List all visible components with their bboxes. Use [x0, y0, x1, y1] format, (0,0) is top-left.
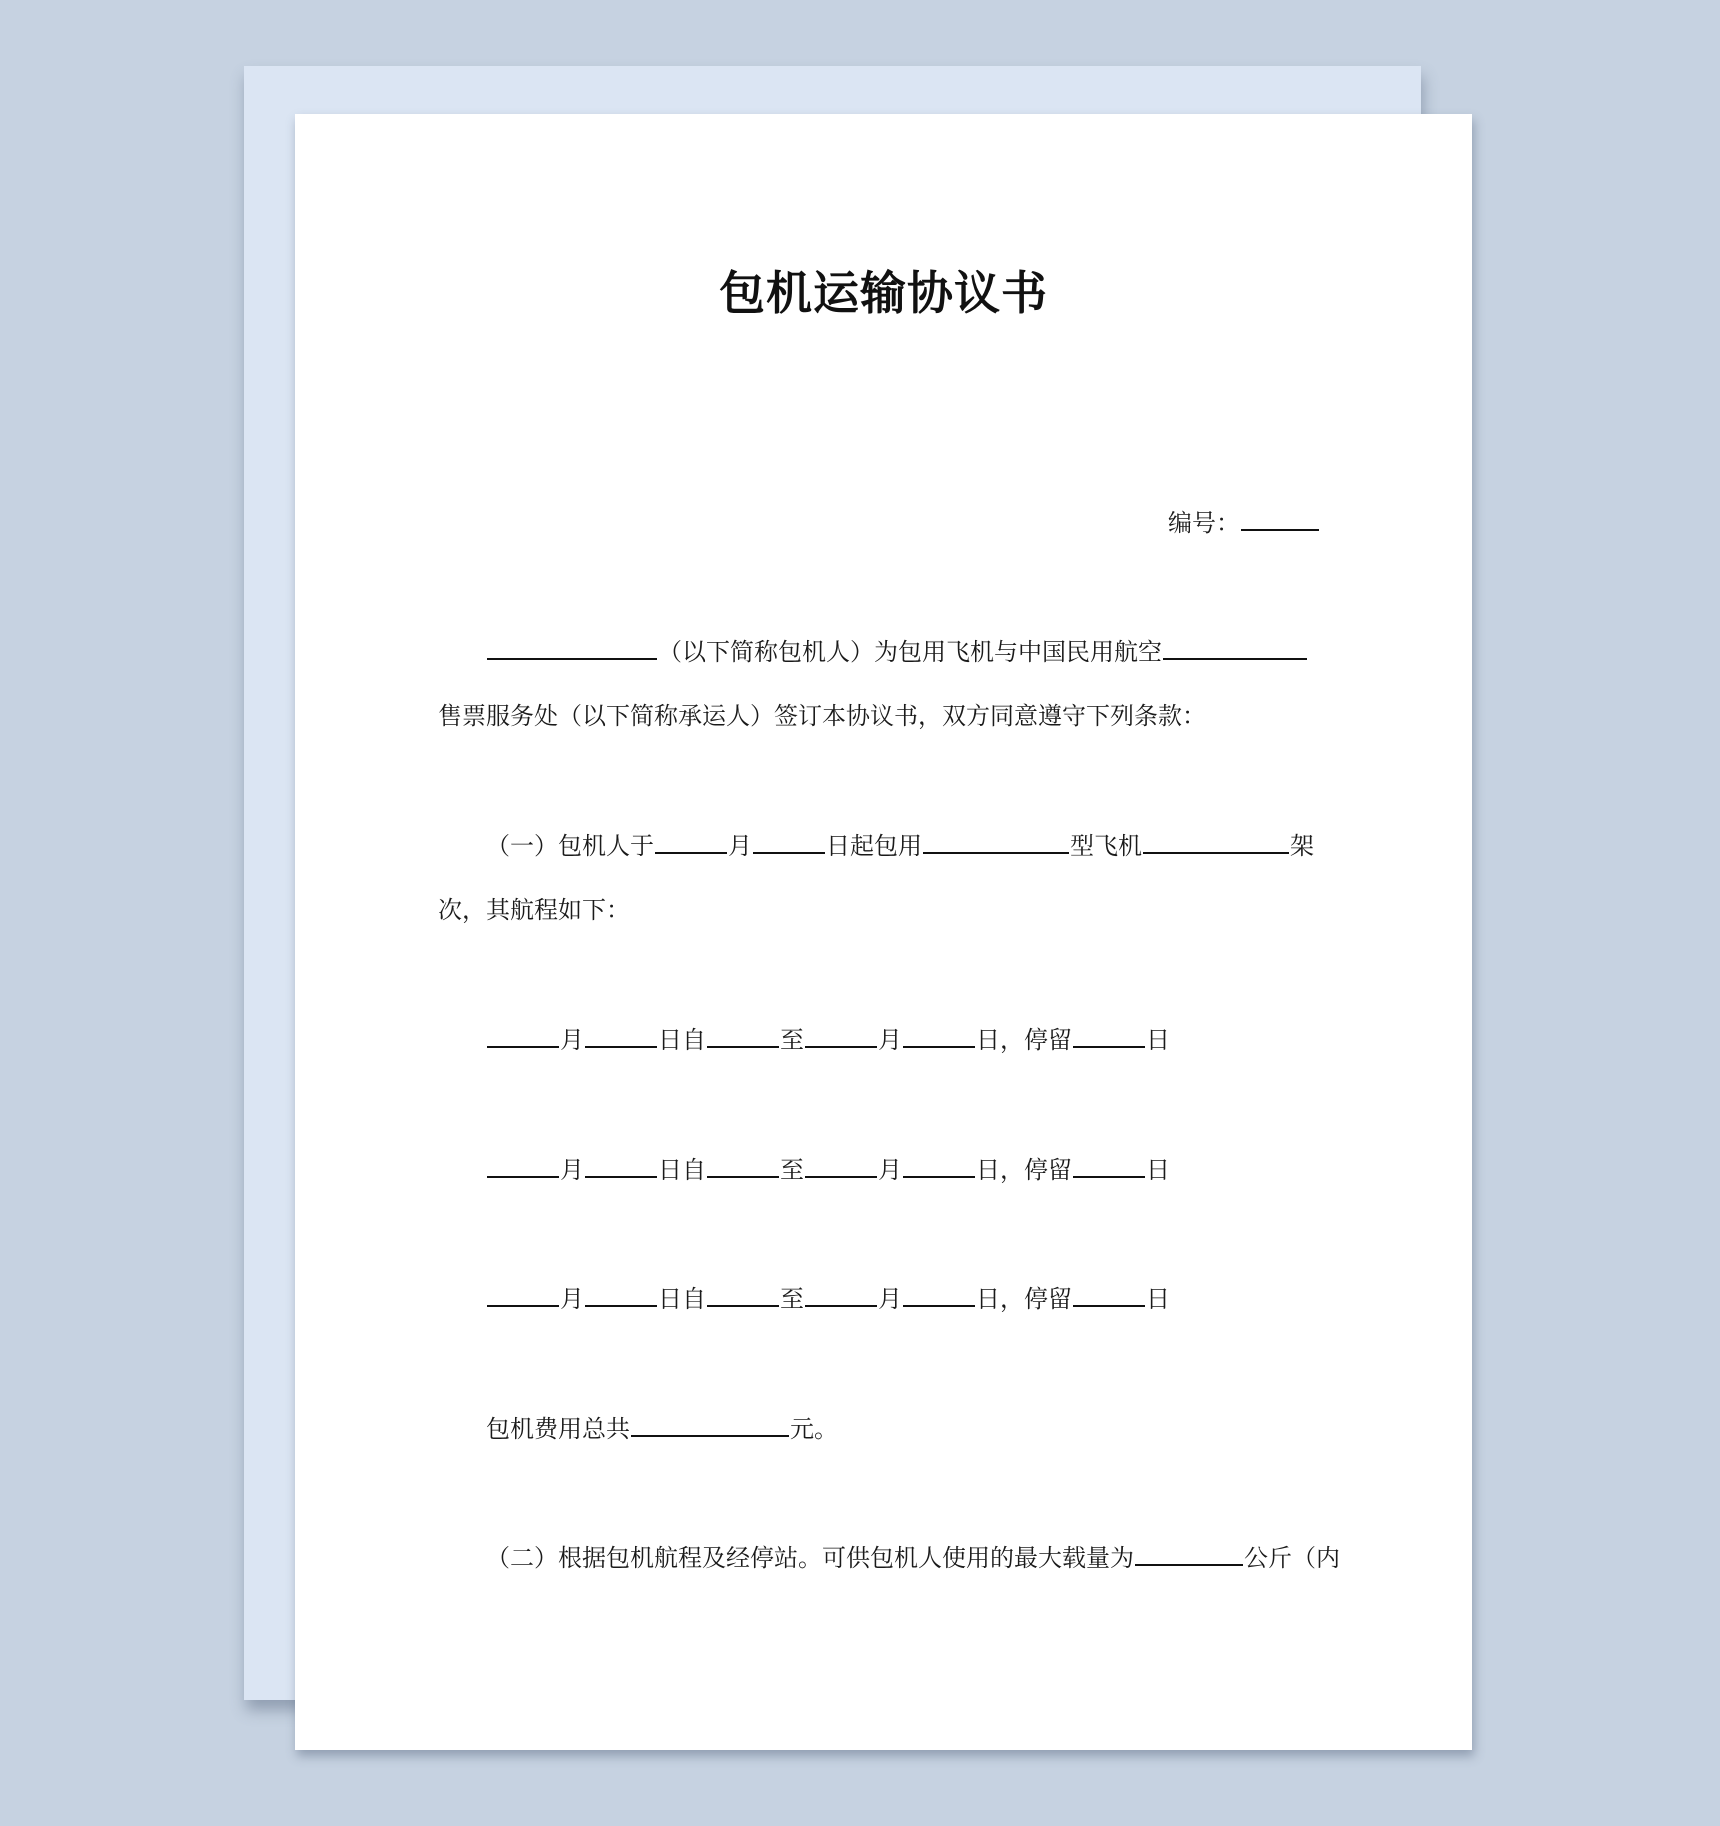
from-month-blank[interactable] [487, 1154, 559, 1178]
to-day-blank[interactable] [903, 1154, 975, 1178]
clause-2-line [486, 1542, 1340, 1573]
total-fee-blank[interactable] [631, 1413, 789, 1437]
from-day-blank[interactable] [585, 1283, 657, 1307]
from-day-blank[interactable] [585, 1154, 657, 1178]
number-label: 编号： [1168, 509, 1240, 537]
clause-1-text-2: 次，其航程如下： [438, 896, 630, 924]
day-from-label: 日自 [658, 1156, 706, 1184]
front-page-sheet [295, 114, 1472, 1750]
to-label: 至 [780, 1026, 804, 1054]
currency-unit-label: 元。 [790, 1415, 838, 1443]
itinerary-row [486, 1024, 1170, 1055]
month-label: 月 [878, 1026, 902, 1054]
itinerary-row [486, 1154, 1170, 1185]
stay-days-blank[interactable] [1073, 1283, 1145, 1307]
stay-days-blank[interactable] [1073, 1154, 1145, 1178]
month-label: 月 [560, 1156, 584, 1184]
month-label: 月 [878, 1285, 902, 1313]
intro-text-1: （以下简称包机人）为包用飞机与中国民用航空 [658, 638, 1162, 666]
stay-label: 日，停留 [976, 1026, 1072, 1054]
intro-line-1 [486, 636, 1308, 667]
intro-line-2 [438, 701, 1206, 731]
day-from-label: 日自 [658, 1285, 706, 1313]
clause-2-text: （二）根据包机航程及经停站。可供包机人使用的最大载量为 [486, 1544, 1134, 1572]
number-line [1168, 507, 1320, 538]
from-month-blank[interactable] [487, 1283, 559, 1307]
origin-blank[interactable] [707, 1283, 779, 1307]
aircraft-count-blank[interactable] [1143, 830, 1289, 854]
from-day-blank[interactable] [585, 1024, 657, 1048]
days-label: 日 [1146, 1156, 1170, 1184]
max-load-blank[interactable] [1135, 1542, 1243, 1566]
aircraft-type-blank[interactable] [923, 830, 1069, 854]
stay-label: 日，停留 [976, 1285, 1072, 1313]
document-title: 包机运输协议书 [719, 266, 1048, 320]
total-fee-label: 包机费用总共 [486, 1415, 630, 1443]
aircraft-type-label: 型飞机 [1070, 832, 1142, 860]
to-month-blank[interactable] [805, 1154, 877, 1178]
days-label: 日 [1146, 1026, 1170, 1054]
to-label: 至 [780, 1285, 804, 1313]
clause-1-line-1 [486, 830, 1314, 861]
stay-label: 日，停留 [976, 1156, 1072, 1184]
weight-unit-label: 公斤（内 [1244, 1544, 1340, 1572]
stay-days-blank[interactable] [1073, 1024, 1145, 1048]
aircraft-unit-label: 架 [1290, 832, 1314, 860]
itinerary-row [486, 1283, 1170, 1314]
to-day-blank[interactable] [903, 1024, 975, 1048]
origin-blank[interactable] [707, 1024, 779, 1048]
to-day-blank[interactable] [903, 1283, 975, 1307]
month-label: 月 [560, 1026, 584, 1054]
number-blank[interactable] [1241, 507, 1319, 531]
to-month-blank[interactable] [805, 1283, 877, 1307]
to-month-blank[interactable] [805, 1024, 877, 1048]
month-label: 月 [560, 1285, 584, 1313]
intro-text-2: 售票服务处（以下简称承运人）签订本协议书，双方同意遵守下列条款： [438, 702, 1206, 730]
total-fee-line [486, 1413, 838, 1444]
day-from-label: 日自 [658, 1026, 706, 1054]
days-label: 日 [1146, 1285, 1170, 1313]
clause-1-prefix: （一）包机人于 [486, 832, 654, 860]
charterer-blank[interactable] [487, 636, 657, 660]
day-start-label: 日起包用 [826, 832, 922, 860]
from-month-blank[interactable] [487, 1024, 559, 1048]
clause-1-line-2 [438, 895, 630, 925]
to-label: 至 [780, 1156, 804, 1184]
sales-office-blank[interactable] [1163, 636, 1307, 660]
month-label: 月 [878, 1156, 902, 1184]
start-day-blank[interactable] [753, 830, 825, 854]
month-label: 月 [728, 832, 752, 860]
start-month-blank[interactable] [655, 830, 727, 854]
origin-blank[interactable] [707, 1154, 779, 1178]
